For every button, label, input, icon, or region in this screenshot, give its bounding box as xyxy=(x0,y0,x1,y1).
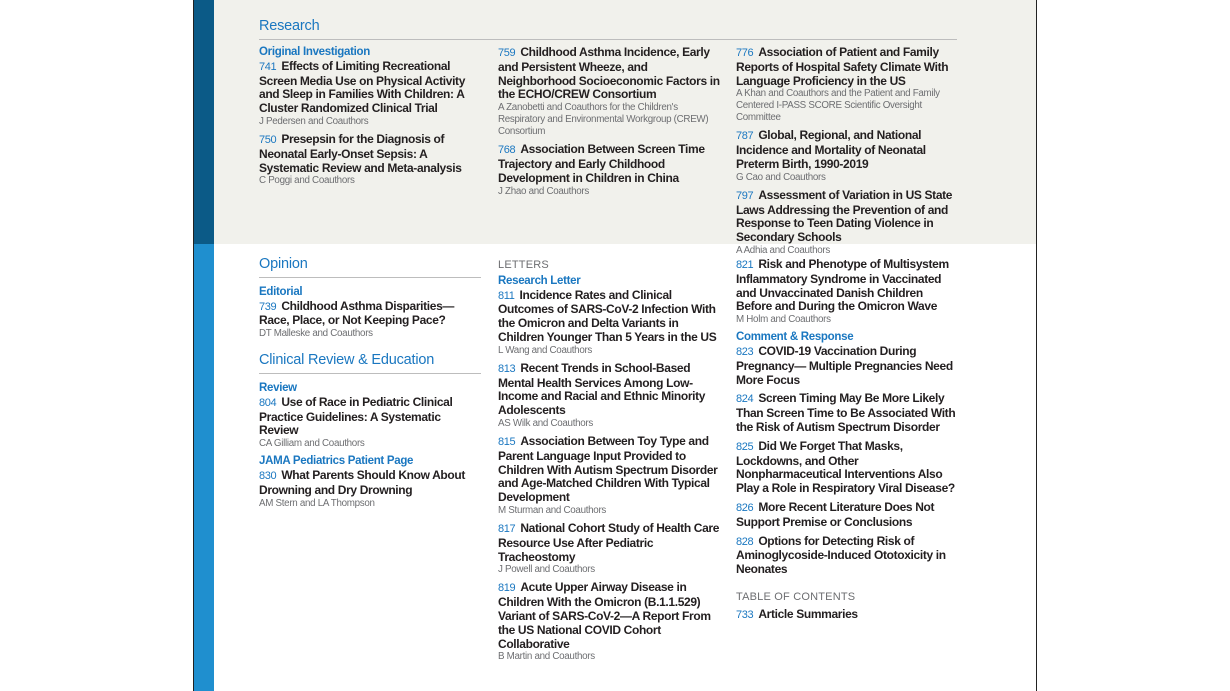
page-number: 830 xyxy=(259,469,277,482)
toc-entry[interactable] xyxy=(736,392,958,434)
toc-entry[interactable] xyxy=(736,608,958,623)
article-authors: L Wang and Coauthors xyxy=(498,344,593,356)
article-title[interactable]: Incidence Rates and Clinical Outcomes of SARS-CoV-2 Infection With the Omicron and Delta Variants in Children Younger Than 5 Years in the US xyxy=(498,287,717,344)
toc-entry[interactable] xyxy=(736,535,958,577)
page-number: 817 xyxy=(498,522,516,535)
article-title[interactable]: Screen Timing May Be More Likely Than Screen Time to Be Associated With the Risk of Autism Spectrum Disorder xyxy=(736,391,956,434)
article-title[interactable]: Effects of Limiting Recreational Screen Media Use on Physical Activity and Sleep in Families With Children: A Cluster Randomized Clinical Trial xyxy=(259,58,466,116)
article-authors: CA Gilliam and Coauthors xyxy=(259,438,365,450)
subheading-comment-response: Comment & Response xyxy=(736,331,854,344)
article-title[interactable]: What Parents Should Know About Drowning and Dry Drowning xyxy=(259,467,466,497)
page-number: 787 xyxy=(736,130,754,143)
article-title[interactable]: National Cohort Study of Health Care Resource Use After Pediatric Tracheostomy xyxy=(498,520,720,564)
page-number: 826 xyxy=(736,501,754,514)
page-number: 825 xyxy=(736,440,754,453)
article-title[interactable]: Assessment of Variation in US State Laws Addressing the Prevention of and Response to Teen Dating Violence in Secondary Schools xyxy=(736,187,953,245)
article-title[interactable]: Did We Forget That Masks, Lockdowns, and Other Nonpharmaceutical Interventions Also Play a Role in Respiratory Viral Disease? xyxy=(736,438,955,496)
toc-entry[interactable] xyxy=(736,129,958,183)
page-number: 733 xyxy=(736,608,754,621)
toc-entry[interactable] xyxy=(736,345,958,387)
research-col-1 xyxy=(259,46,481,192)
article-title[interactable]: Article Summaries xyxy=(758,606,858,621)
side-band-lower xyxy=(194,244,214,691)
article-authors: M Holm and Coauthors xyxy=(736,314,831,326)
research-col-3 xyxy=(736,46,958,262)
subheading-review: Review xyxy=(259,381,297,394)
page-number: 813 xyxy=(498,362,516,375)
toc-entry[interactable] xyxy=(736,189,958,257)
research-header xyxy=(259,20,957,44)
article-authors: A Adhia and Coauthors xyxy=(736,244,830,256)
article-title[interactable]: More Recent Literature Does Not Support Premise or Conclusions xyxy=(736,499,935,529)
article-title[interactable]: Risk and Phenotype of Multisystem Inflammatory Syndrome in Vaccinated and Unvaccinated Danish Children Before and During the Omicron Wave xyxy=(736,257,949,314)
article-authors: B Martin and Coauthors xyxy=(498,651,595,663)
page-number: 750 xyxy=(259,133,277,146)
caption-letters: LETTERS xyxy=(498,259,549,271)
article-title[interactable]: COVID-19 Vaccination During Pregnancy— Multiple Pregnancies Need More Focus xyxy=(736,343,953,387)
page-number: 823 xyxy=(736,345,754,358)
toc-page xyxy=(193,0,1037,691)
subheading-patient-page: JAMA Pediatrics Patient Page xyxy=(259,455,414,468)
page-number: 824 xyxy=(736,393,754,406)
section-heading-research: Research xyxy=(259,20,957,40)
toc-entry[interactable] xyxy=(259,469,481,510)
article-title[interactable]: Recent Trends in School-Based Mental Health Services Among Low-Income and Racial and Ethnic Minority Adolescents xyxy=(498,360,706,418)
article-title[interactable]: Global, Regional, and National Incidence and Mortality of Neonatal Preterm Birth, 1990-2019 xyxy=(736,128,926,171)
toc-entry[interactable] xyxy=(736,46,958,124)
side-band-research xyxy=(194,0,214,244)
article-authors: C Poggi and Coauthors xyxy=(259,175,355,187)
lower-col-2 xyxy=(498,259,720,668)
article-authors: A Khan and Coauthors and the Patient and Family Centered I-PASS SCORE Scientific Oversight Committee xyxy=(736,88,940,124)
toc-entry[interactable] xyxy=(259,396,481,450)
lower-col-3 xyxy=(736,258,958,628)
article-title[interactable]: Use of Race in Pediatric Clinical Practice Guidelines: A Systematic Review xyxy=(259,394,453,438)
subheading-original-investigation: Original Investigation xyxy=(259,46,370,58)
page-number: 815 xyxy=(498,435,516,448)
article-authors: A Zanobetti and Coauthors for the Children's Respiratory and Environmental Workgroup (CREW) Consortium xyxy=(498,102,709,138)
article-authors: M Sturman and Coauthors xyxy=(498,504,606,516)
toc-entry[interactable] xyxy=(498,522,720,576)
article-authors: J Pedersen and Coauthors xyxy=(259,115,369,127)
toc-entry[interactable] xyxy=(736,258,958,326)
page-number: 797 xyxy=(736,189,754,202)
page-number: 811 xyxy=(498,289,515,302)
caption-table-of-contents: TABLE OF CONTENTS xyxy=(736,590,856,603)
toc-entry[interactable] xyxy=(259,60,481,128)
article-authors: G Cao and Coauthors xyxy=(736,171,826,183)
page-number: 819 xyxy=(498,582,516,595)
toc-entry[interactable] xyxy=(736,501,958,530)
section-heading-opinion: Opinion xyxy=(259,258,481,278)
section-heading-clinical-review: Clinical Review & Education xyxy=(259,354,481,374)
page-number: 768 xyxy=(498,144,516,157)
article-title[interactable]: Association Between Screen Time Trajectory and Early Childhood Development in Children in China xyxy=(498,142,705,185)
page-number: 804 xyxy=(259,396,277,409)
toc-entry[interactable] xyxy=(498,362,720,430)
toc-entry[interactable] xyxy=(259,133,481,187)
subheading-editorial: Editorial xyxy=(259,285,303,298)
page-number: 739 xyxy=(259,300,277,313)
toc-entry[interactable] xyxy=(498,435,720,517)
article-authors: DT Malleske and Coauthors xyxy=(259,328,373,340)
page-number: 821 xyxy=(736,259,754,271)
article-title[interactable]: Options for Detecting Risk of Aminoglycoside-Induced Ototoxicity in Neonates xyxy=(736,533,946,577)
page-number: 776 xyxy=(736,47,754,59)
article-title[interactable]: Childhood Asthma Disparities— Race, Place, or Not Keeping Pace? xyxy=(259,298,455,328)
toc-entry[interactable] xyxy=(498,143,720,197)
research-col-2 xyxy=(498,46,720,203)
article-title[interactable]: Acute Upper Airway Disease in Children With the Omicron (B.1.1.529) Variant of SARS-CoV-2—A Report From the US National COVID Cohort Collaborative xyxy=(498,580,711,651)
subheading-research-letter: Research Letter xyxy=(498,274,581,287)
toc-entry[interactable] xyxy=(259,300,481,341)
page-number: 741 xyxy=(259,60,277,73)
article-title[interactable]: Association of Patient and Family Reports of Hospital Safety Climate With Language Proficiency in the US xyxy=(736,45,949,88)
page-number: 828 xyxy=(736,535,754,548)
article-title[interactable]: Association Between Toy Type and Parent Language Input Provided to Children With Autism Spectrum Disorder and Age-Matched Children With Typical Development xyxy=(498,433,718,505)
toc-entry[interactable] xyxy=(736,440,958,496)
article-title[interactable]: Childhood Asthma Incidence, Early and Persistent Wheeze, and Neighborhood Socioeconomic Factors in the ECHO/CREW Consortium xyxy=(498,45,720,102)
article-authors: AS Wilk and Coauthors xyxy=(498,417,593,429)
article-authors: J Zhao and Coauthors xyxy=(498,185,589,197)
article-authors: J Powell and Coauthors xyxy=(498,564,595,576)
toc-entry[interactable] xyxy=(498,289,720,357)
lower-col-1 xyxy=(259,258,481,515)
toc-entry[interactable] xyxy=(498,581,720,663)
toc-entry[interactable] xyxy=(498,46,720,138)
page-number: 759 xyxy=(498,47,516,59)
article-title[interactable]: Presepsin for the Diagnosis of Neonatal Early-Onset Sepsis: A Systematic Review and Meta-analysis xyxy=(259,131,462,175)
article-authors: AM Stern and LA Thompson xyxy=(259,497,375,509)
